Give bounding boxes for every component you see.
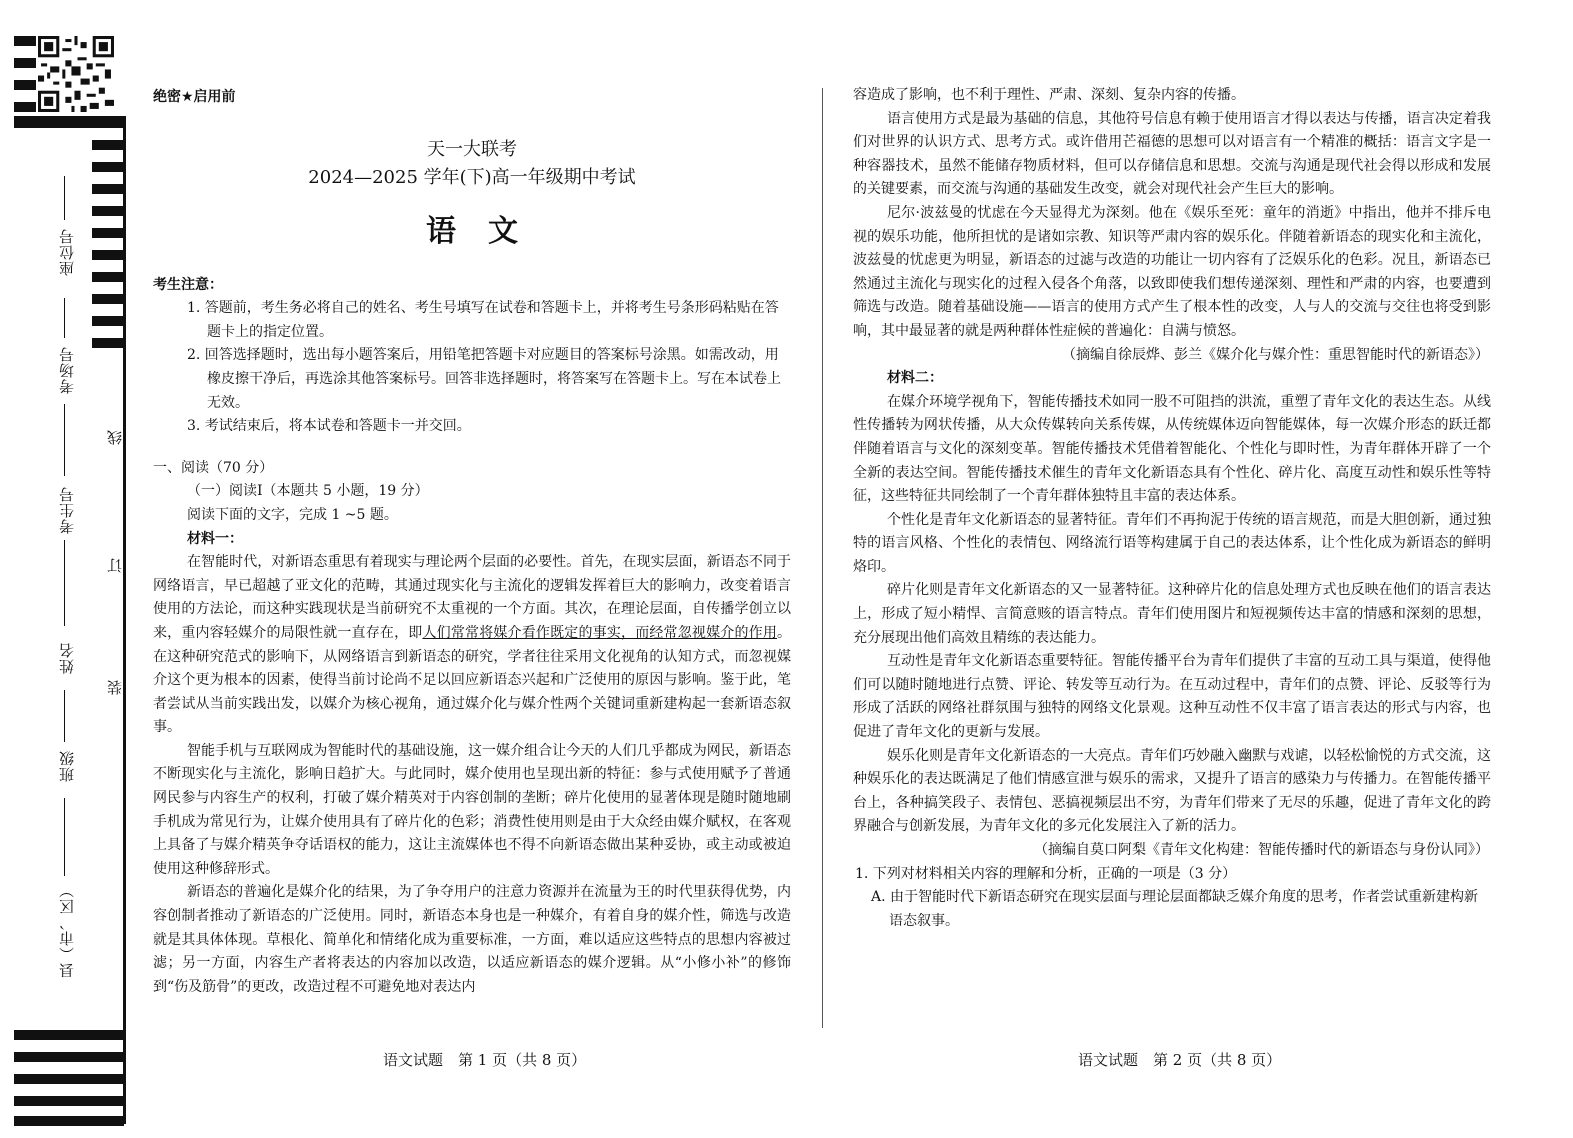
timing-mark (92, 140, 124, 150)
material-2-paragraph: 个性化是青年文化新语态的显著特征。青年们不再拘泥于传统的语言规范，而是大胆创新，通过独特的语言风格、个性化的表情包、网络流行语等构建属于自己的表达体系，让个性化成为新语态的鲜明烙印。 (853, 511, 1491, 575)
notice-item: 1. 答题前，考生务必将自己的姓名、考生号填写在试卷和答题卡上，并将考生号条形码粘贴在答题卡上的指定位置。 (187, 300, 779, 340)
section-title: 一、阅读（70 分） (153, 459, 274, 476)
material-1-paragraph: 新语态的普遍化是媒介化的结果，为了争夺用户的注意力资源并在流量为王的时代里获得优势，内容创制者推动了新语态的广泛使用。同时，新语态本身也是一种媒介，有着自身的媒介性，筛选与改造就是其具体体现。草根化、简单化和情绪化成为重要标准，一方面，难以适应这些特点的思想内容被过滤；另一方面，内容生产者将表达的内容加以改造，以适应新语态的媒介逻辑。从“小修小补”的修饰到“伤及筋骨”的更改，改造过程不可避免地对表达内 (153, 884, 791, 995)
timing-mark (92, 184, 124, 194)
field-line (64, 298, 65, 338)
material-2-title: 材料二： (887, 370, 943, 387)
subsection-title: （一）阅读Ⅰ（本题共 5 小题，19 分） (187, 483, 429, 500)
timing-mark (92, 206, 124, 216)
question-1-option-a: A. 由于智能时代下新语态研究在现实层面与理论层面都缺乏媒介角度的思考，作者尝试重新建构新语态叙事。 (871, 889, 1479, 929)
field-line (64, 404, 65, 476)
page-number: 语文试题 第 2 页（共 8 页） (1078, 1051, 1282, 1069)
underlined-phrase: 人们常常将媒介看作既定的事实，而经常忽视媒介的作用 (422, 624, 778, 641)
question-1-stem: 1. 下列对材料相关内容的理解和分析，正确的一项是（3 分） (855, 865, 1237, 882)
material-1-paragraph: 尼尔·波兹曼的忧虑在今天显得尤为深刻。他在《娱乐至死：童年的消逝》中指出，他并不排斥电视的娱乐功能，他所担忧的是诸如宗教、知识等严肃内容的娱乐化。伴随着新语态的现实化和主流化，波兹曼的忧虑更为明显，新语态的过滤与改造的功能让一切内容有了泛娱乐化的色彩。况且，新语态已然通过主流化与现实化的过程入侵各个角落，以致即使我们想传递深刻、理性和严肃的内容，也要遭到筛选与改造。随着基础设施——语言的使用方式产生了根本性的改变，人与人的交流与交往也将受到影响，其中最显著的就是两种群体性症候的普遍化：自满与愤怒。 (853, 204, 1491, 339)
timing-mark (14, 1074, 124, 1084)
timing-mark (14, 102, 36, 112)
county-label: 县（市、区） (58, 882, 76, 978)
material-2-source: （摘编自莫口阿梨《青年文化构建：智能传播时代的新语态与身份认同》） (1034, 842, 1489, 858)
material-1-paragraph-continued: 容造成了影响，也不利于理性、严肃、深刻、复杂内容的传播。 (853, 87, 1245, 103)
material-1-paragraph: 在智能时代，对新语态重思有着现实与理论两个层面的必要性。首先，在现实层面，新语态不同于网络语言，早已超越了亚文化的范畴，其通过现实化与主流化的逻辑发挥着巨大的影响力，改变着语言使用的方法论，而这种实践现状是当前研究不太重视的一个方面。其次，在理论层面，自传播学创立以来，重内容轻媒介的局限性就一直存在，即人们常常将媒介看作既定的事实，而经常忽视媒介的作用。在这种研究范式的影响下，从网络语言到新语态的研究，学者往往采用文化视角的认知方式，而忽视媒介这个更为根本的因素，使得当前讨论尚不足以回应新语态兴起和广泛使用的原因与影响。鉴于此，笔者尝试从当前实践出发，以媒介为核心视角，通过媒介化与媒介性两个关键词重新建构起一套新语态叙事。 (153, 554, 792, 736)
timing-mark (14, 36, 36, 46)
field-line (64, 690, 65, 742)
page-1-column (153, 84, 791, 999)
field-line (64, 798, 65, 876)
timing-mark (92, 162, 124, 172)
timing-mark (92, 316, 124, 326)
page-2-column (853, 84, 1491, 933)
timing-mark (14, 58, 36, 68)
timing-mark (14, 116, 126, 128)
qr-code-icon (38, 36, 114, 112)
organizer-name: 天一大联考 (427, 138, 517, 160)
material-1-paragraph: 智能手机与互联网成为智能时代的基础设施，这一媒介组合让今天的人们几乎都成为网民，新语态不断现实化与主流化，影响日趋扩大。与此同时，媒介使用也呈现出新的特征：参与式使用赋予了普通网民参与内容生产的权利，打破了媒介精英对于内容创制的垄断；碎片化使用的显著体现是随时随地刷手机成为常见行为，让媒介使用具有了碎片化的色彩；消费性使用则是由于大众经由媒介赋权，在客观上具备了与媒介精英争夺话语权的能力，这让主流媒体也不得不向新语态做出某种妥协，或主动或被迫使用这种修辞形式。 (153, 742, 791, 877)
page-number: 语文试题 第 1 页（共 8 页） (383, 1051, 587, 1069)
cut-mark-bind: 订 (106, 558, 124, 573)
cut-mark-staple: 装 (106, 680, 124, 695)
timing-mark (92, 250, 124, 260)
field-line (64, 540, 65, 626)
timing-mark (14, 1096, 124, 1106)
timing-mark (92, 338, 124, 348)
instruction: 阅读下面的文字，完成 1 ~5 题。 (187, 506, 398, 523)
timing-mark (14, 1052, 124, 1062)
timing-mark (92, 272, 124, 282)
timing-mark (92, 294, 124, 304)
timing-mark (14, 1030, 124, 1040)
material-1-paragraph: 语言使用方式是最为基础的信息，其他符号信息有赖于使用语言才得以表达与传播，语言决定着我们对世界的认识方式、思考方式。或许借用芒福德的思想可以对语言有一个精准的概括：语言文字是一种容器技术，虽然不能储存物质材料，但可以存储信息和思想。交流与沟通是现代社会得以形成和发展的关键要素，而交流与沟通的基础发生改变，就会对现代社会产生巨大的影响。 (853, 110, 1491, 198)
notice-item: 3. 考试结束后，将本试卷和答题卡一并交回。 (187, 418, 471, 435)
name-label: 姓名 (58, 642, 76, 674)
candidate-number-label: 考生号 (58, 486, 76, 534)
exam-title: 2024—2025 学年(下)高一年级期中考试 (308, 166, 636, 188)
material-1-source: （摘编自徐辰烨、彭兰《媒介化与媒介性：重思智能时代的新语态》） (1062, 346, 1489, 363)
material-2-paragraph: 在媒介环境学视角下，智能传播技术如同一股不可阻挡的洪流，重塑了青年文化的表达生态。从线性传播转为网状传播，从大众传媒转向关系传媒，从传统媒体迈向智能媒体，每一次媒介形态的跃迁都伴随着语言与文化的深刻变革。智能传播技术凭借着智能化、个性化与即时性，为青年群体开辟了一个全新的表达空间。智能传播技术催生的青年文化新语态具有个性化、碎片化、高度互动性和娱乐性等特征，这些特征共同绘制了一个青年群体独特且丰富的表达体系。 (853, 393, 1491, 505)
cut-mark-line: 线 (106, 430, 124, 445)
class-label: 班级 (58, 750, 76, 782)
exam-room-label: 考场号 (58, 346, 76, 394)
field-line (64, 176, 65, 220)
material-2-paragraph: 娱乐化则是青年文化新语态的一大亮点。青年们巧妙融入幽默与戏谑，以轻松愉悦的方式交流，这种娱乐化的表达既满足了他们情感宣泄与娱乐的需求，又提升了语言的感染力与传播力。在智能传播平台上，各种搞笑段子、表情包、恶搞视频层出不穷，为青年们带来了无尽的乐趣，促进了青年文化的跨界融合与创新发展，为青年文化的多元化发展注入了新的活力。 (853, 747, 1491, 835)
notice-item: 2. 回答选择题时，选出每小题答案后，用铅笔把答题卡对应题目的答案标号涂黑。如需改动，用橡皮擦干净后，再选涂其他答案标号。回答非选择题时，将答案写在答题卡上。写在本试卷上无效。 (187, 347, 781, 411)
timing-mark (14, 80, 36, 90)
material-1-title: 材料一： (187, 530, 243, 547)
timing-mark (92, 228, 124, 238)
secret-mark: 绝密★启用前 (153, 89, 236, 105)
timing-mark (14, 1116, 124, 1126)
page-divider (822, 88, 823, 1028)
seat-number-label: 座位号 (58, 228, 76, 276)
binding-strip (0, 0, 140, 1138)
material-2-paragraph: 碎片化则是青年文化新语态的又一显著特征。这种碎片化的信息处理方式也反映在他们的语言表达上，形成了短小精悍、言简意赅的语言特点。青年们使用图片和短视频传达丰富的情感和深刻的思想，充分展现出他们高效且精练的表达能力。 (853, 582, 1491, 646)
subject-title: 语文 (426, 213, 550, 249)
notice-title: 考生注意： (153, 276, 223, 293)
material-2-paragraph: 互动性是青年文化新语态重要特征。智能传播平台为青年们提供了丰富的互动工具与渠道，使得他们可以随时随地进行点赞、评论、转发等互动行为。在互动过程中，青年们的点赞、评论、反驳等行为形成了活跃的网络社群氛围与独特的网络文化景观。这种互动性不仅丰富了语言表达的形式与内容，也促进了青年文化的更新与发展。 (853, 653, 1491, 741)
